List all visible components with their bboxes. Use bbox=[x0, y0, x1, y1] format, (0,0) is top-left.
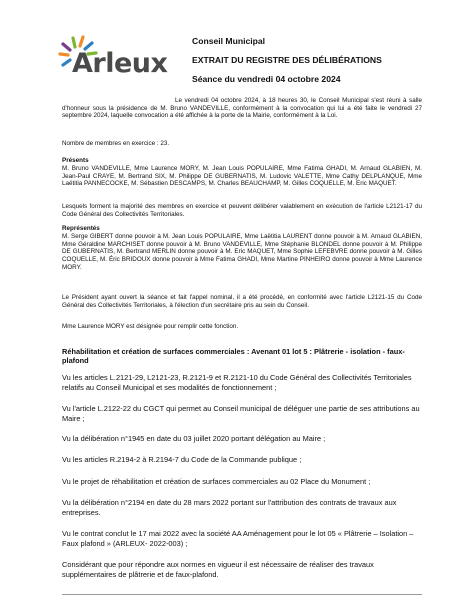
council-title: Conseil Municipal bbox=[192, 36, 266, 46]
members-count: Nombre de membres en exercice : 23. bbox=[62, 140, 170, 147]
deliberation-para-7: Vu le contrat conclut le 17 mai 2022 avec la société AA Aménagement pour le lot 05 « Plâtrerie – Isolation – Faux plafond » (ARLEUX- 2022-003) ; bbox=[62, 529, 414, 548]
page-divider bbox=[62, 594, 422, 595]
arleux-logo bbox=[58, 34, 168, 92]
quorum-note: Lesquels forment la majorité des membres en exercice et peuvent délibérer valablement en exécution de l'article L2121-17 du Code Général des Collectivités Territoriales. bbox=[62, 203, 422, 218]
representes-heading: Représentés bbox=[62, 225, 100, 232]
presents-list: M. Bruno VANDEVILLE, Mme Laurence MORY, M. Jean Louis POPULAIRE, Mme Fatima GHADI, M. Arnaud GLABIEN, M. Jean-Paul CRAYE, M. Bertrand SIX, M. Philippe DE GUBERNATIS, M. Ludovic VALETTE, Mme Cathy DELPLANQUE, Mme Laëtitia PANNECOCKE, M. Sébastien DESCAMPS, M. Charles BEAUCHAMP, M. Gilles COQUELLE, M. Eric MAQUET. bbox=[62, 165, 422, 188]
deliberation-para-6: Vu la délibération n°2194 en date du 28 mars 2022 portant sur l'attribution des contrats de travaux aux entreprises. bbox=[62, 498, 397, 517]
logo-text: Arleux bbox=[72, 48, 168, 79]
secretary-note: Mme Laurence MORY est désignée pour remplir cette fonction. bbox=[62, 323, 239, 330]
document-header bbox=[192, 35, 422, 92]
deliberation-para-5: Vu le projet de réhabilitation et création de surfaces commerciales au 02 Place du Monument ; bbox=[62, 477, 371, 486]
session-date: Séance du vendredi 04 octobre 2024 bbox=[192, 74, 341, 84]
deliberation-para-1: Vu les articles L.2121-29, L2121-23, R.2121-9 et R.2121-10 du Code Général des Collectivités Territoriales relatifs au Conseil Municipal et ses modalités de fonctionnement ; bbox=[62, 373, 412, 392]
representes-list: M. Serge GIBERT donne pouvoir à M. Jean Louis POPULAIRE, Mme Laëtitia LAURENT donne pouvoir à M. Arnaud GLABIEN, Mme Géraldine MARCHISET donne pouvoir à M. Bruno VANDEVILLE, Mme Stéphanie BLONDEL donne pouvoir à M. Philippe DE GUBERNATIS, M. Bertrand MERLIN donne pouvoir à M. Eric MAQUET, Mme Sophie LEFEBVRE donne pouvoir à M. Gilles COQUELLE, M. Éric BRIDOUX donne pouvoir à Mme Fatima GHADI, Mme Martine PINHEIRO donne pouvoir à Mme Laurence MORY. bbox=[62, 233, 422, 271]
president-note: Le Président ayant ouvert la séance et fait l'appel nominal, il a été procédé, en conformité avec l'article L2121-15 du Code Général des Collectivités Territoriales, à l'élection d'un secrétaire pris au sein du Conseil. bbox=[62, 294, 422, 309]
deliberation-para-2: Vu l'article L.2122-22 du CGCT qui permet au Conseil municipal de déléguer une partie de ses attributions au Maire ; bbox=[62, 404, 420, 423]
presents-heading: Présents bbox=[62, 157, 89, 164]
register-title: EXTRAIT DU REGISTRE DES DÉLIBÉRATIONS bbox=[192, 55, 382, 65]
intro-paragraph: Le vendredi 04 octobre 2024, à 18 heures 30, le Conseil Municipal s'est réuni à salle d'honneur sous la présidence de M. Bruno VANDEVILLE, conformément à la convocation qui lui a été faite le vendredi 27 septembre 2024, laquelle convocation a été affichée à la porte de la Mairie, conformément à la Loi. bbox=[62, 97, 422, 120]
deliberation-para-3: Vu la délibération n°1945 en date du 03 juillet 2020 portant délégation au Maire ; bbox=[62, 434, 326, 443]
deliberation-para-4: Vu les articles R.2194-2 à R.2194-7 du Code de la Commande publique ; bbox=[62, 455, 302, 464]
deliberation-para-8: Considérant que pour répondre aux normes en vigueur il est nécessaire de réaliser des travaux supplémentaires de plâtrerie et de faux-plafond. bbox=[62, 560, 374, 579]
deliberation-title: Réhabilitation et création de surfaces commerciales : Avenant 01 lot 5 : Plâtrerie - isolation - faux-plafond bbox=[62, 347, 405, 366]
